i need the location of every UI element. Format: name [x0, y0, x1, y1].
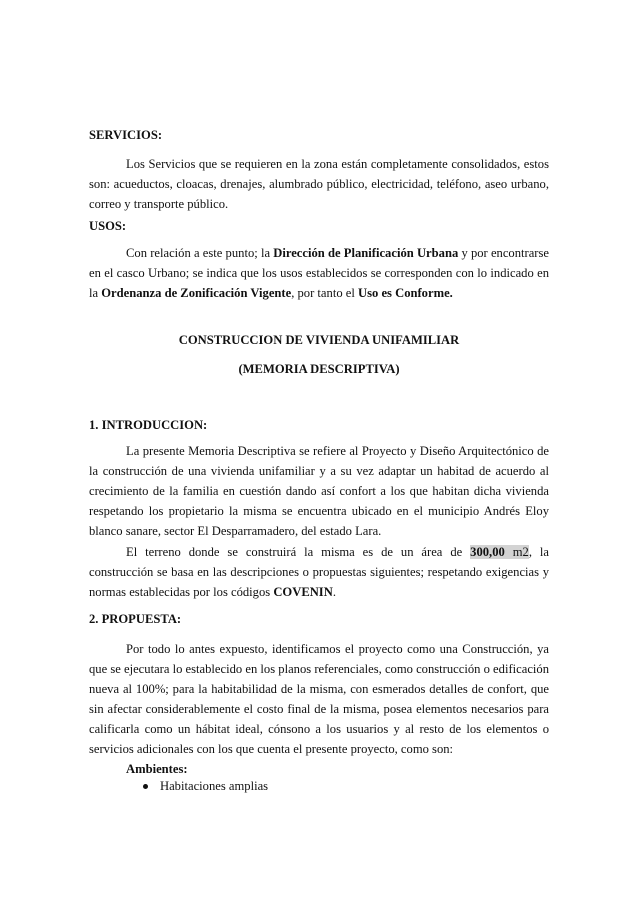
document-title: CONSTRUCCION DE VIVIENDA UNIFAMILIAR: [178, 333, 460, 347]
propuesta-paragraph: Por todo lo antes expuesto, identificamos el proyecto como una Construcción, ya que se ejecutara lo establecido en los planos referenciales, como construcción o edificación nueva al 100%; para la habitabilidad de la misma, con esmerados detalles de confort, que sin afectar considerablemente el costo final de la misma, posea elementos necesarios para calificarla como un hábitat ideal, cónsono a los usuarios y al resto de los elementos o servicios adicionales con los que cuenta el presente proyecto, como son:: [89, 642, 549, 756]
servicios-paragraph: Los Servicios que se requieren en la zona están completamente consolidados, estos son: acueductos, cloacas, drenajes, alumbrado público, electricidad, teléfono, aseo urbano, correo y transporte público.: [89, 157, 549, 211]
usos-text-1: Con relación a este punto; la: [126, 246, 274, 260]
usos-bold-conforme: Uso es Conforme.: [358, 286, 453, 300]
usos-bold-direccion: Dirección de Planificación Urbana: [273, 246, 459, 260]
bullet-icon: [143, 784, 148, 789]
introduccion-paragraph-1: La presente Memoria Descriptiva se refiere al Proyecto y Diseño Arquitectónico de la construcción de una vivienda unifamiliar y a su vez adaptar un habitad de acuerdo al crecimiento de la familia en cuestión dando así confort a los que habitan dicha vivienda respetando los propietario la misma se encuentra ubicado en el municipio Andrés Eloy blanco sanare, sector El Desparramadero, del estado Lara.: [89, 444, 549, 538]
usos-text-2: y por encontrarse en el casco Urbano; se indica que los usos establecidos se corresponden con lo indicado en la: [89, 246, 549, 300]
intro-p2-text-1: El terreno donde se construirá la misma es de un área de: [126, 545, 471, 559]
area-value: 300,00: [470, 545, 505, 559]
usos-heading: USOS:: [89, 219, 127, 233]
document-subtitle: (MEMORIA DESCRIPTIVA): [238, 362, 400, 376]
intro-p2-text-2: , la construcción se basa en las descripciones o propuestas siguientes; respetando exigencias y normas establecidas por los códigos: [89, 545, 549, 599]
usos-text-3: , por tanto el: [291, 286, 359, 300]
intro-p2-text-3: .: [332, 585, 336, 599]
area-unit: m2: [504, 545, 529, 559]
servicios-heading: SERVICIOS:: [89, 128, 163, 142]
usos-paragraph: [89, 243, 549, 303]
usos-bold-ordenanza: Ordenanza de Zonificación Vigente: [101, 286, 292, 300]
introduccion-paragraph-2: [89, 542, 549, 602]
list-item: [143, 776, 268, 796]
list-item-label: Habitaciones amplias: [160, 779, 269, 793]
introduccion-heading: 1. INTRODUCCION:: [89, 418, 208, 432]
ambientes-heading: Ambientes:: [126, 762, 188, 776]
covenin-code: COVENIN: [273, 585, 333, 599]
propuesta-heading: 2. PROPUESTA:: [89, 612, 182, 626]
